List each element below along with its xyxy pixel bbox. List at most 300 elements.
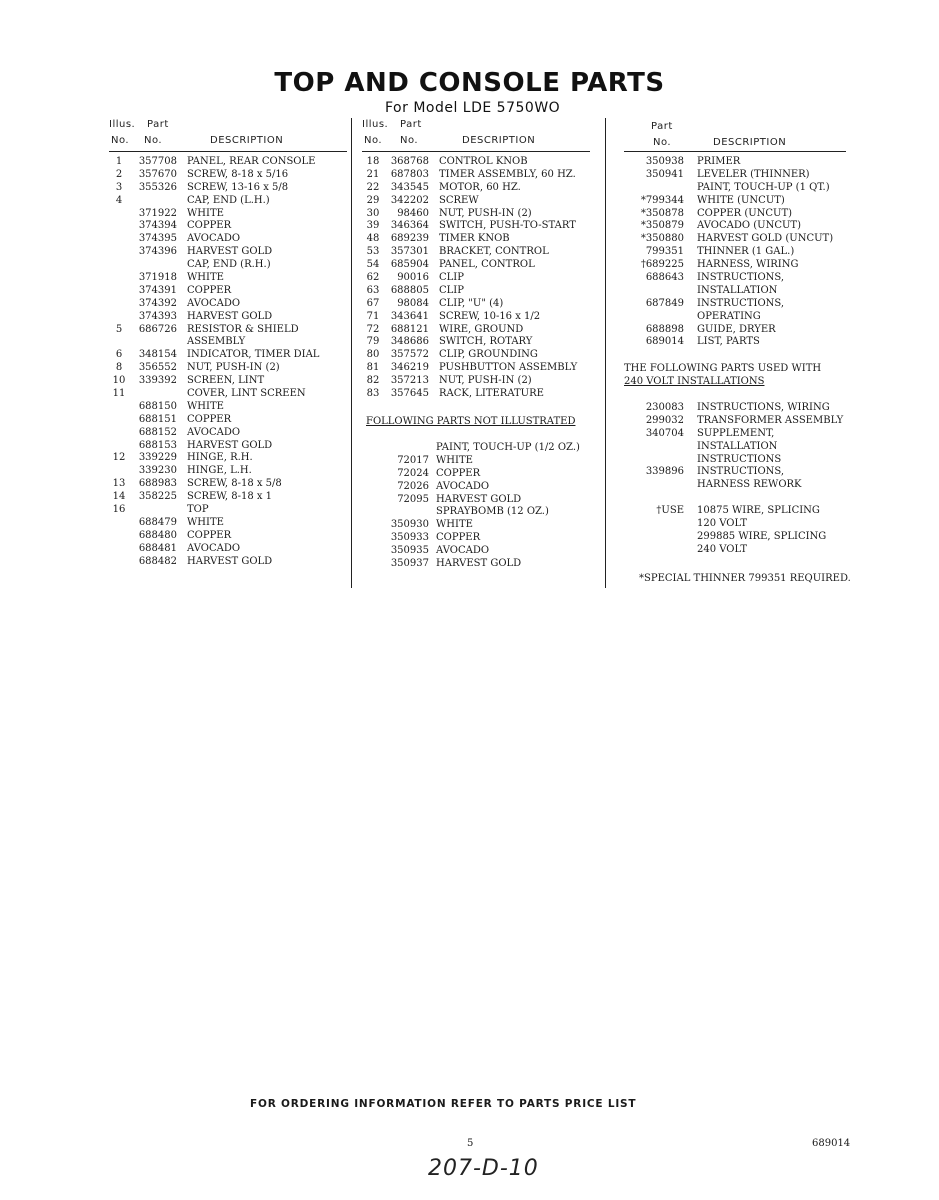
- part-number: 98460: [397, 207, 429, 219]
- illus-number: 6: [115, 349, 123, 361]
- table-row: [624, 531, 864, 544]
- illus-number: 63: [366, 284, 380, 296]
- part-number: 688153: [138, 439, 177, 451]
- part-description: HARVEST GOLD (UNCUT): [697, 233, 834, 245]
- part-number: 688152: [138, 426, 177, 438]
- part-number: 348686: [390, 336, 429, 348]
- col2-header: [362, 117, 602, 151]
- part-number: 350933: [390, 532, 429, 544]
- part-number: 90016: [397, 272, 429, 284]
- volt-240-parts-list: [624, 402, 864, 557]
- illus-number: 4: [115, 194, 123, 206]
- part-description: WHITE: [187, 400, 224, 412]
- part-description: CAP, END (L.H.): [187, 194, 270, 206]
- table-row: [109, 220, 349, 233]
- illus-number: 8: [115, 362, 123, 374]
- part-number: 358225: [138, 491, 177, 503]
- special-thinner-note: *SPECIAL THINNER 799351 REQUIRED.: [639, 573, 851, 584]
- table-row: [624, 195, 864, 208]
- part-description: NUT, PUSH-IN (2): [439, 375, 532, 387]
- part-number: 371918: [138, 272, 177, 284]
- illus-number: 62: [366, 272, 380, 284]
- table-row: [624, 441, 864, 454]
- part-description: PAINT, TOUCH-UP (1/2 OZ.): [436, 442, 580, 453]
- illus-number: 81: [366, 362, 380, 374]
- table-row: [362, 558, 602, 571]
- col3-parts-list: [624, 156, 864, 349]
- part-description: 240 VOLT: [697, 543, 748, 555]
- part-description: HARVEST GOLD: [436, 493, 522, 505]
- table-row: [109, 556, 349, 569]
- illus-number: 5: [115, 323, 123, 335]
- table-row: [624, 518, 864, 531]
- table-row: [109, 440, 349, 453]
- part-description: NUT, PUSH-IN (2): [439, 207, 532, 219]
- part-description: HARVEST GOLD: [187, 246, 273, 258]
- illus-number: 13: [112, 478, 126, 490]
- part-number: 374392: [138, 297, 177, 309]
- table-row: [624, 272, 864, 285]
- part-description: SPRAYBOMB (12 OZ.): [436, 506, 549, 518]
- document-number: 689014: [812, 1138, 851, 1149]
- part-number: 350938: [645, 156, 684, 167]
- illus-number: 83: [366, 388, 380, 400]
- part-description: INSTRUCTIONS,: [697, 272, 785, 284]
- part-description: INSTALLATION: [697, 284, 778, 296]
- part-number: 350937: [390, 558, 429, 570]
- table-row: [624, 428, 864, 441]
- part-number: *350879: [640, 220, 684, 232]
- part-description: HARVEST GOLD: [187, 555, 273, 567]
- part-description: SCREW, 13-16 x 5/8: [187, 181, 289, 193]
- part-number: 72026: [397, 480, 429, 492]
- part-number: 72017: [397, 454, 429, 466]
- col3-header: [640, 121, 860, 151]
- part-description: WIRE, GROUND: [439, 323, 524, 335]
- part-description: COPPER: [187, 413, 232, 425]
- part-description: CLIP: [439, 284, 464, 296]
- col2-part-label: Part: [400, 119, 422, 130]
- part-description: 120 VOLT: [697, 518, 748, 530]
- table-row: [109, 452, 349, 465]
- col3-part-label: Part: [651, 121, 673, 132]
- part-number: 374394: [138, 220, 177, 232]
- part-description: AVOCADO: [436, 480, 490, 492]
- part-number: 689014: [645, 336, 684, 348]
- table-row: [362, 233, 602, 246]
- part-description: WHITE: [187, 207, 224, 219]
- table-row: [362, 272, 602, 285]
- table-row: [362, 285, 602, 298]
- illus-number: 72: [366, 323, 380, 335]
- table-row: [109, 465, 349, 478]
- col2-part-no-label: No.: [400, 135, 419, 146]
- part-description: LEVELER (THINNER): [697, 168, 810, 180]
- part-number: 688151: [138, 413, 177, 425]
- part-description: HARVEST GOLD: [187, 310, 273, 322]
- table-row: [362, 182, 602, 195]
- col2-header-rule: [362, 151, 590, 152]
- part-number: 348154: [138, 349, 177, 361]
- part-number: 339896: [645, 466, 684, 478]
- table-row: [624, 454, 864, 467]
- col1-parts-list: [109, 156, 349, 569]
- part-description: HARVEST GOLD: [187, 439, 273, 451]
- part-description: SWITCH, ROTARY: [439, 336, 533, 348]
- table-row: [109, 285, 349, 298]
- table-row: [362, 468, 602, 481]
- table-row: [624, 544, 864, 557]
- part-description: TOP: [187, 504, 209, 516]
- part-number: 688805: [390, 284, 429, 296]
- illus-number: 12: [112, 452, 126, 464]
- part-description: RESISTOR & SHIELD: [187, 323, 299, 335]
- illus-number: 30: [366, 207, 380, 219]
- part-description: SWITCH, PUSH-TO-START: [439, 220, 576, 232]
- part-number: 72095: [397, 493, 429, 505]
- volt-240-heading-line2: 240 VOLT INSTALLATIONS: [624, 376, 765, 387]
- illus-number: 3: [115, 181, 123, 193]
- part-description: CLIP, "U" (4): [439, 297, 504, 309]
- part-number: 357708: [138, 156, 177, 167]
- illus-number: 14: [112, 491, 126, 503]
- part-number: 357645: [390, 388, 429, 400]
- illus-number: 48: [366, 233, 380, 245]
- part-description: SCREEN, LINT: [187, 375, 265, 387]
- illus-number: 67: [366, 297, 380, 309]
- part-description: THINNER (1 GAL.): [697, 246, 795, 258]
- illus-number: 21: [366, 168, 380, 180]
- part-description: 10875 WIRE, SPLICING: [697, 505, 820, 517]
- table-row: [109, 401, 349, 414]
- table-row: [109, 530, 349, 543]
- part-description: GUIDE, DRYER: [697, 323, 776, 335]
- table-row: [109, 349, 349, 362]
- part-number: 350935: [390, 545, 429, 557]
- col2-illus-label: Illus.: [362, 119, 389, 130]
- col1-illus-label: Illus.: [109, 119, 136, 130]
- illus-number: 80: [366, 349, 380, 361]
- column-divider-right: [605, 118, 606, 588]
- illus-number: 82: [366, 375, 380, 387]
- part-description: ASSEMBLY: [187, 336, 246, 348]
- illus-number: 2: [115, 168, 123, 180]
- table-row: [624, 336, 864, 349]
- table-row: [362, 442, 602, 455]
- part-number: *799344: [640, 194, 684, 206]
- table-row: [624, 505, 864, 518]
- table-row: [362, 220, 602, 233]
- part-description: AVOCADO: [436, 545, 490, 557]
- part-number: 687849: [645, 297, 684, 309]
- part-number: 688482: [138, 555, 177, 567]
- model-subtitle: For Model LDE 5750WO: [385, 100, 561, 116]
- table-row: [362, 532, 602, 545]
- table-row: [362, 169, 602, 182]
- part-description: TIMER KNOB: [439, 233, 510, 245]
- part-description: INSTALLATION: [697, 440, 778, 452]
- part-number: 688480: [138, 529, 177, 541]
- part-number: 688121: [390, 323, 429, 335]
- illus-number: 29: [366, 194, 380, 206]
- part-description: HARNESS REWORK: [697, 479, 802, 491]
- part-number: 688898: [645, 323, 684, 335]
- part-description: PANEL, REAR CONSOLE: [187, 156, 316, 167]
- part-number: 340704: [645, 427, 684, 439]
- table-row: [624, 259, 864, 272]
- table-row: [624, 246, 864, 259]
- table-row: [624, 415, 864, 428]
- part-number: 356552: [138, 362, 177, 374]
- part-description: AVOCADO: [187, 233, 241, 245]
- part-number: 350941: [645, 168, 684, 180]
- table-row: [624, 479, 864, 492]
- illus-number: 53: [366, 246, 380, 258]
- part-description: SCREW, 8-18 x 5/8: [187, 478, 282, 490]
- part-description: SCREW: [439, 194, 479, 206]
- volt-240-heading-line1: THE FOLLOWING PARTS USED WITH: [624, 363, 822, 374]
- table-row: [109, 414, 349, 427]
- table-row: [362, 298, 602, 311]
- col2-illus-no-label: No.: [364, 135, 383, 146]
- part-description: COPPER: [187, 529, 232, 541]
- table-row: [109, 195, 349, 208]
- part-number: 339229: [138, 452, 177, 464]
- table-row: [109, 427, 349, 440]
- part-number: 299032: [645, 414, 684, 426]
- part-description: INSTRUCTIONS, WIRING: [697, 402, 830, 413]
- table-row: [624, 492, 864, 505]
- part-description: INSTRUCTIONS,: [697, 466, 785, 478]
- table-row: [624, 324, 864, 337]
- table-row: [362, 519, 602, 532]
- table-row: [362, 311, 602, 324]
- part-description: PRIMER: [697, 156, 741, 167]
- part-number: 230083: [645, 402, 684, 413]
- table-row: [624, 233, 864, 246]
- table-row: [109, 504, 349, 517]
- illus-number: 39: [366, 220, 380, 232]
- part-description: MOTOR, 60 HZ.: [439, 181, 521, 193]
- illus-number: 54: [366, 259, 380, 271]
- table-row: [109, 543, 349, 556]
- part-number: 688479: [138, 516, 177, 528]
- illus-number: 1: [115, 156, 123, 167]
- part-number: 72024: [397, 467, 429, 479]
- col1-part-label: Part: [147, 119, 169, 130]
- table-row: [109, 233, 349, 246]
- part-number: 357213: [390, 375, 429, 387]
- table-row: [624, 402, 864, 415]
- table-row: [362, 481, 602, 494]
- table-row: [362, 195, 602, 208]
- part-description: CONTROL KNOB: [439, 156, 528, 167]
- part-description: SCREW, 8-18 x 1: [187, 491, 273, 503]
- part-number: 339392: [138, 375, 177, 387]
- table-row: [362, 324, 602, 337]
- ordering-information: FOR ORDERING INFORMATION REFER TO PARTS PRICE LIST: [250, 1098, 637, 1110]
- part-description: AVOCADO (UNCUT): [697, 220, 801, 232]
- part-number: 368768: [390, 156, 429, 167]
- table-row: [624, 220, 864, 233]
- part-number: 374396: [138, 246, 177, 258]
- table-row: [624, 466, 864, 479]
- part-description: RACK, LITERATURE: [439, 388, 544, 400]
- part-number: 374393: [138, 310, 177, 322]
- part-number: *350878: [640, 207, 684, 219]
- part-number: 371922: [138, 207, 177, 219]
- page-number: 5: [467, 1138, 474, 1149]
- part-number: 357572: [390, 349, 429, 361]
- table-row: [362, 156, 602, 169]
- part-number: 357670: [138, 168, 177, 180]
- page-title: TOP AND CONSOLE PARTS: [274, 68, 665, 98]
- part-description: PUSHBUTTON ASSEMBLY: [439, 362, 578, 374]
- table-row: [362, 349, 602, 362]
- col1-description-label: DESCRIPTION: [210, 135, 284, 146]
- part-description: INSTRUCTIONS: [697, 453, 782, 465]
- col3-header-rule: [624, 151, 846, 152]
- table-row: [109, 156, 349, 169]
- part-description: AVOCADO: [187, 542, 241, 554]
- part-description: AVOCADO: [187, 426, 241, 438]
- table-row: [624, 311, 864, 324]
- illus-number: 71: [366, 310, 380, 322]
- part-number: 342202: [390, 194, 429, 206]
- illus-number: 22: [366, 181, 380, 193]
- table-row: [109, 324, 349, 337]
- part-description: WHITE: [436, 519, 473, 531]
- table-row: [109, 517, 349, 530]
- part-description: TIMER ASSEMBLY, 60 HZ.: [439, 168, 576, 180]
- part-description: SUPPLEMENT,: [697, 427, 775, 439]
- table-row: [362, 259, 602, 272]
- part-description: COPPER: [436, 467, 481, 479]
- part-number: 688983: [138, 478, 177, 490]
- part-number: 346219: [390, 362, 429, 374]
- table-row: [109, 311, 349, 324]
- part-description: OPERATING: [697, 310, 761, 322]
- table-row: [109, 272, 349, 285]
- handwritten-code: 207-D-10: [428, 1156, 539, 1181]
- table-row: [362, 336, 602, 349]
- col1-header: [109, 117, 349, 151]
- col1-part-no-label: No.: [144, 135, 163, 146]
- part-description: WHITE: [187, 516, 224, 528]
- part-description: INDICATOR, TIMER DIAL: [187, 349, 320, 361]
- table-row: [362, 388, 602, 401]
- table-row: [362, 375, 602, 388]
- table-row: [362, 506, 602, 519]
- part-number: 346364: [390, 220, 429, 232]
- col3-description-label: DESCRIPTION: [713, 137, 787, 148]
- illus-number: 18: [366, 156, 380, 167]
- table-row: [109, 491, 349, 504]
- table-row: [624, 285, 864, 298]
- table-row: [624, 169, 864, 182]
- part-description: HARNESS, WIRING: [697, 259, 799, 271]
- table-row: [362, 545, 602, 558]
- part-number: 339230: [138, 465, 177, 477]
- part-number: 688150: [138, 400, 177, 412]
- column-divider-left: [351, 118, 352, 588]
- part-description: WHITE: [436, 454, 473, 466]
- illus-number: 11: [112, 388, 126, 400]
- table-row: [109, 336, 349, 349]
- table-row: [362, 208, 602, 221]
- col2-description-label: DESCRIPTION: [462, 135, 536, 146]
- part-description: HINGE, R.H.: [187, 452, 253, 464]
- illus-number: 16: [112, 504, 126, 516]
- part-description: COVER, LINT SCREEN: [187, 388, 306, 400]
- part-number: †USE: [656, 505, 684, 517]
- part-description: SCREW, 10-16 x 1/2: [439, 310, 541, 322]
- part-description: COPPER: [436, 532, 481, 544]
- part-description: LIST, PARTS: [697, 336, 760, 348]
- table-row: [109, 388, 349, 401]
- part-description: 299885 WIRE, SPLICING: [697, 530, 827, 542]
- part-description: HINGE, L.H.: [187, 465, 252, 477]
- table-row: [362, 246, 602, 259]
- not-illustrated-heading: FOLLOWING PARTS NOT ILLUSTRATED: [366, 416, 576, 427]
- col2-parts-list: [362, 156, 602, 401]
- table-row: [109, 246, 349, 259]
- part-description: BRACKET, CONTROL: [439, 246, 549, 258]
- table-row: [109, 208, 349, 221]
- table-row: [109, 362, 349, 375]
- part-description: COPPER: [187, 284, 232, 296]
- part-number: 98084: [397, 297, 429, 309]
- part-description: CLIP: [439, 272, 464, 284]
- part-description: WHITE: [187, 272, 224, 284]
- table-row: [109, 298, 349, 311]
- part-number: 343545: [390, 181, 429, 193]
- part-description: HARVEST GOLD: [436, 558, 522, 570]
- table-row: [109, 169, 349, 182]
- part-number: 687803: [390, 168, 429, 180]
- table-row: [109, 375, 349, 388]
- illus-number: 79: [366, 336, 380, 348]
- col3-part-no-label: No.: [653, 137, 672, 148]
- part-number: 374391: [138, 284, 177, 296]
- part-description: SCREW, 8-18 x 5/16: [187, 168, 289, 180]
- table-row: [109, 182, 349, 195]
- part-description: CLIP, GROUNDING: [439, 349, 538, 361]
- table-row: [624, 156, 864, 169]
- part-number: 686726: [138, 323, 177, 335]
- part-description: INSTRUCTIONS,: [697, 297, 785, 309]
- part-number: 685904: [390, 259, 429, 271]
- table-row: [109, 259, 349, 272]
- part-number: †689225: [640, 259, 684, 271]
- part-description: TRANSFORMER ASSEMBLY: [697, 414, 844, 426]
- table-row: [624, 182, 864, 195]
- table-row: [362, 455, 602, 468]
- part-description: WHITE (UNCUT): [697, 194, 785, 206]
- part-number: 374395: [138, 233, 177, 245]
- part-number: 343641: [390, 310, 429, 322]
- col1-header-rule: [109, 151, 347, 152]
- table-row: [109, 478, 349, 491]
- table-row: [362, 362, 602, 375]
- part-number: 688481: [138, 542, 177, 554]
- not-illustrated-parts-list: [362, 442, 602, 571]
- part-number: 357301: [390, 246, 429, 258]
- part-number: 688643: [645, 272, 684, 284]
- part-number: *350880: [640, 233, 684, 245]
- table-row: [624, 208, 864, 221]
- part-description: COPPER: [187, 220, 232, 232]
